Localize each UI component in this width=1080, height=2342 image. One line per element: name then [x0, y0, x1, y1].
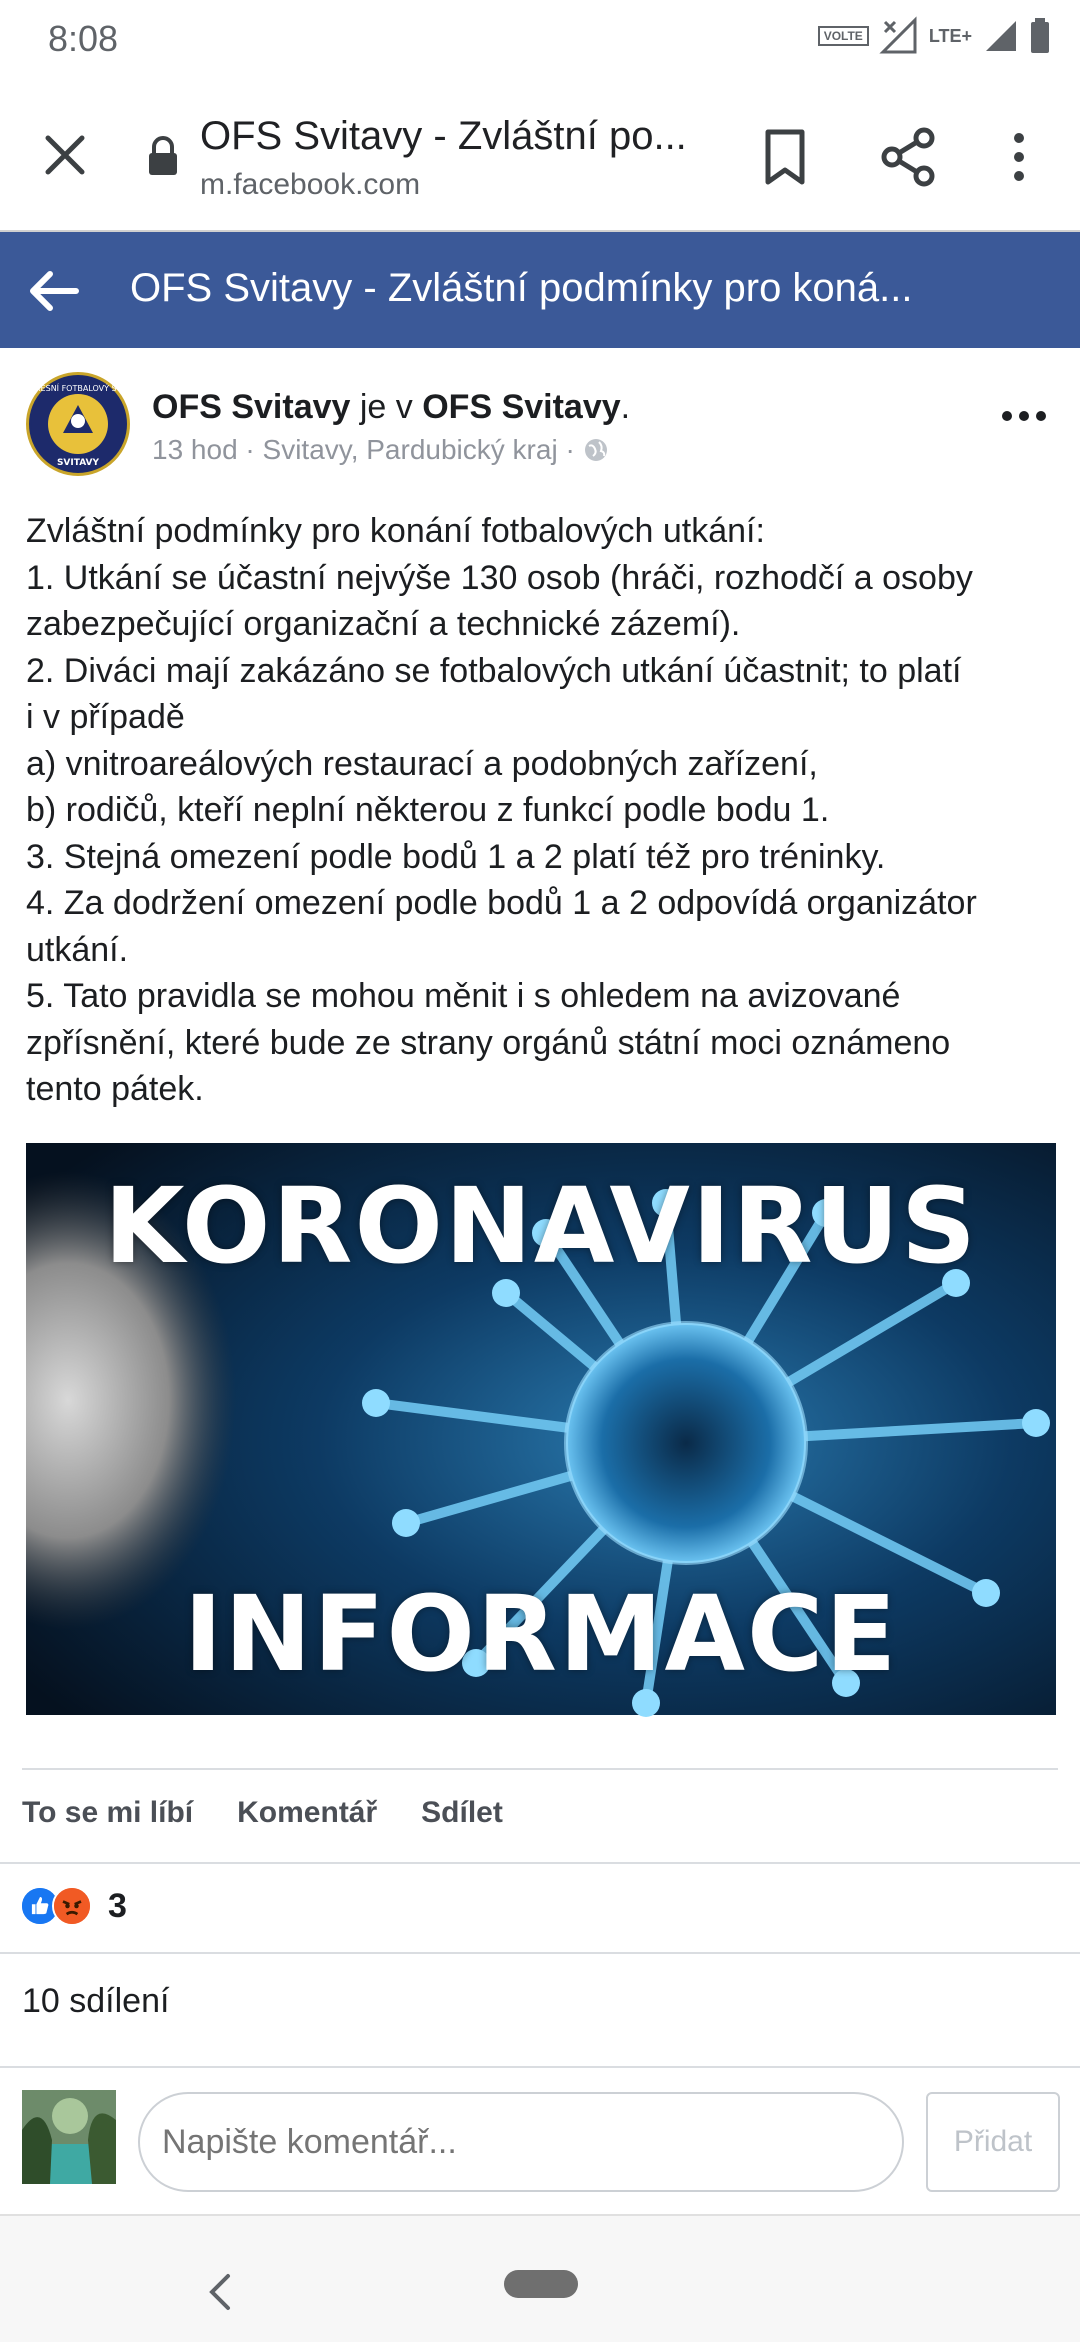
share-icon[interactable] — [880, 128, 936, 186]
divider — [0, 1952, 1080, 1954]
post-body — [26, 508, 1066, 1113]
facebook-header — [0, 232, 1080, 348]
comment-button[interactable]: Komentář — [237, 1796, 378, 1829]
post-meta — [152, 434, 609, 466]
lte-label: LTE+ — [928, 25, 972, 46]
status-bar — [0, 0, 1080, 84]
post-author-line — [152, 388, 630, 427]
post-line: a) vnitroareálových restaurací a podobných zařízení, — [26, 744, 818, 783]
reactions-summary[interactable] — [20, 1886, 127, 1926]
like-button[interactable]: To se mi líbí — [22, 1796, 194, 1829]
post-line: b) rodičů, kteří neplní některou z funkcí podle bodu 1. — [26, 791, 830, 829]
divider — [22, 1768, 1058, 1770]
logo-bottom-text: SVITAVY — [56, 458, 100, 468]
more-vert-icon[interactable] — [1004, 128, 1034, 186]
post-line: 3. Stejná omezení podle bodů 1 a 2 platí též pro tréninky. — [26, 837, 886, 876]
post-meta-text[interactable]: 13 hod · Svitavy, Pardubický kraj · — [152, 434, 575, 465]
lock-icon — [145, 136, 181, 176]
image-bottom-text: INFORMACE — [183, 1573, 899, 1695]
more-options-icon[interactable] — [1000, 404, 1048, 428]
battery-icon — [1030, 18, 1050, 54]
author-period: . — [620, 388, 631, 426]
nav-home-pill[interactable] — [504, 2270, 578, 2298]
post-image[interactable] — [26, 1143, 1056, 1715]
post-line: i v případě — [26, 698, 185, 736]
signal-icon — [881, 18, 917, 54]
status-time: 8:08 — [48, 18, 119, 59]
browser-toolbar — [0, 84, 1080, 233]
post-line: 2. Diváci mají zakázáno se fotbalových utkání účastnit; to platí — [26, 651, 962, 690]
shares-count[interactable]: 10 sdílení — [22, 1982, 170, 2020]
divider — [0, 1862, 1080, 1864]
volte-icon: VOLTE — [818, 26, 869, 46]
signal-icon — [984, 19, 1018, 53]
avatar-photo — [22, 2090, 116, 2184]
close-icon[interactable] — [38, 128, 92, 182]
back-arrow-icon[interactable] — [26, 264, 80, 318]
nav-back-icon[interactable] — [204, 2272, 234, 2312]
status-icons — [818, 18, 1050, 54]
author-connector: je v — [350, 388, 423, 426]
user-avatar — [22, 2090, 116, 2184]
page-avatar[interactable] — [23, 372, 133, 476]
comment-input[interactable] — [138, 2092, 904, 2192]
post-line: tento pátek. — [26, 1070, 204, 1108]
logo-icon — [23, 375, 133, 473]
system-nav-bar — [0, 2214, 1080, 2342]
divider — [0, 2066, 1080, 2068]
target-page-link[interactable]: OFS Svitavy — [422, 388, 621, 426]
share-button[interactable]: Sdílet — [421, 1796, 503, 1829]
post-line: 4. Za dodržení omezení podle bodů 1 a 2 odpovídá organizátor — [26, 884, 977, 922]
header-title: OFS Svitavy - Zvláštní podmínky pro koná... — [130, 266, 913, 310]
angry-reaction-icon — [52, 1886, 92, 1926]
post-line: zabezpečující organizační a technické zázemí). — [26, 605, 741, 643]
reaction-count: 3 — [108, 1886, 127, 1925]
logo-top-text: OKRESNÍ FOTBALOVÝ SVAZ — [23, 384, 133, 393]
page-title[interactable]: OFS Svitavy - Zvláštní po... — [200, 114, 687, 158]
post-line: 5. Tato pravidla se mohou měnit i s ohledem na avizované — [26, 977, 901, 1015]
image-top-text: KORONAVIRUS — [104, 1165, 978, 1287]
post-actions — [22, 1796, 503, 1830]
post-comment-button[interactable]: Přidat — [926, 2092, 1060, 2192]
url-domain[interactable]: m.facebook.com — [200, 168, 421, 201]
post-line: Zvláštní podmínky pro konání fotbalových utkání: — [26, 512, 765, 550]
bookmark-icon[interactable] — [760, 128, 810, 186]
post-line: 1. Utkání se účastní nejvýše 130 osob (hráči, rozhodčí a osoby — [26, 558, 973, 597]
post-line: zpřísnění, které bude ze strany orgánů státní moci oznámeno — [26, 1023, 951, 1062]
post-line: utkání. — [26, 930, 129, 969]
globe-icon — [583, 437, 609, 463]
author-link[interactable]: OFS Svitavy — [152, 388, 351, 426]
